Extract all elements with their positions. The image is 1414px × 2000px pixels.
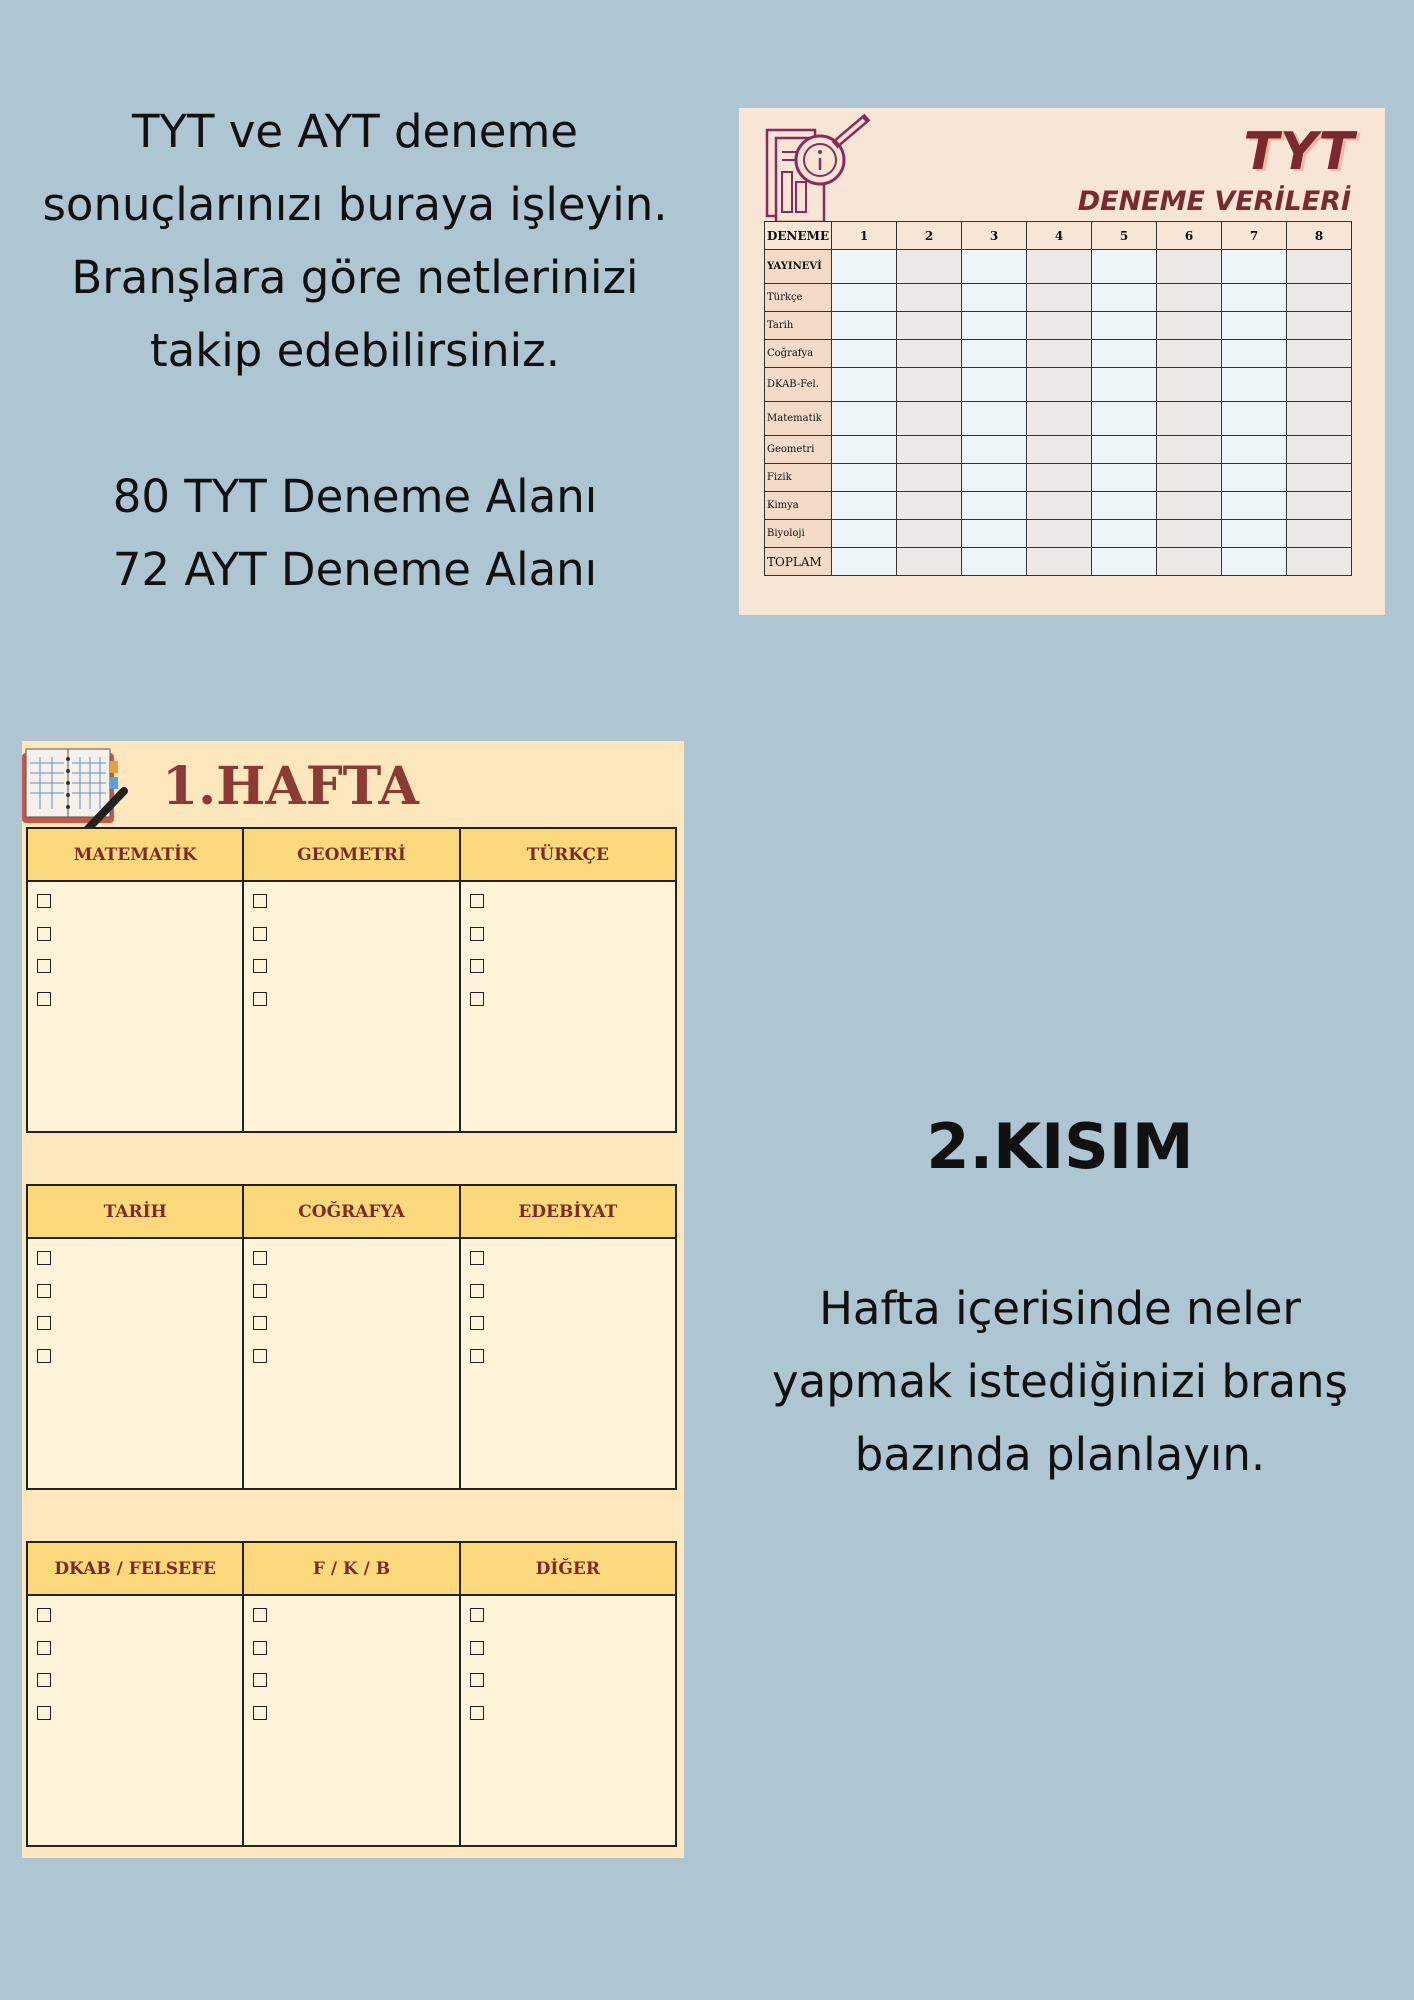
tyt-score-cell[interactable] <box>1222 312 1287 340</box>
tyt-score-cell[interactable] <box>1157 340 1222 368</box>
tyt-score-cell[interactable] <box>897 312 962 340</box>
part2-line: bazında planlayın. <box>854 1428 1266 1481</box>
tyt-score-cell[interactable] <box>962 284 1027 312</box>
tyt-row-label: Tarih <box>765 312 832 340</box>
tyt-score-cell[interactable] <box>1092 464 1157 492</box>
tyt-column-header: 6 <box>1157 222 1222 250</box>
task-checkbox[interactable] <box>470 1608 484 1622</box>
tyt-score-cell[interactable] <box>1222 402 1287 436</box>
intro-line: sonuçlarınızı buraya işleyin. <box>42 178 668 231</box>
tyt-row <box>765 492 1352 520</box>
part2-line: Hafta içerisinde neler <box>819 1282 1301 1335</box>
task-checkbox[interactable] <box>253 1284 267 1298</box>
tyt-column-header: 2 <box>897 222 962 250</box>
tyt-column-header: 1 <box>832 222 897 250</box>
tyt-row-label: Coğrafya <box>765 340 832 368</box>
weekly-planner <box>22 741 684 1858</box>
task-checkbox[interactable] <box>37 1251 51 1265</box>
tyt-row-label: Kimya <box>765 492 832 520</box>
tyt-score-cell[interactable] <box>1157 464 1222 492</box>
intro-line: Branşlara göre netlerinizi <box>71 251 639 304</box>
tyt-score-cell[interactable] <box>1027 340 1092 368</box>
task-checkbox[interactable] <box>470 1251 484 1265</box>
tyt-header-label: DENEME <box>765 222 832 250</box>
week-title: 1.HAFTA <box>162 756 419 817</box>
tyt-row <box>765 368 1352 402</box>
task-checkbox[interactable] <box>253 1608 267 1622</box>
subject-column <box>28 1543 244 1845</box>
tyt-score-cell[interactable] <box>962 312 1027 340</box>
subject-column <box>461 829 675 1131</box>
tyt-row <box>765 402 1352 436</box>
tyt-score-cell[interactable] <box>1222 492 1287 520</box>
task-checkbox[interactable] <box>253 1316 267 1330</box>
tyt-score-cell[interactable] <box>962 436 1027 464</box>
tyt-score-cell[interactable] <box>1092 402 1157 436</box>
tyt-score-cell[interactable] <box>1092 250 1157 284</box>
tyt-score-cell[interactable] <box>962 402 1027 436</box>
task-list <box>461 1596 675 1845</box>
task-list <box>28 1239 242 1488</box>
tyt-score-cell[interactable] <box>962 368 1027 402</box>
subject-header: F / K / B <box>244 1543 458 1596</box>
task-checkbox[interactable] <box>37 1641 51 1655</box>
tyt-score-cell[interactable] <box>1092 492 1157 520</box>
task-checkbox[interactable] <box>470 1641 484 1655</box>
tyt-title: TYT <box>1243 122 1355 182</box>
tyt-score-cell[interactable] <box>1157 402 1222 436</box>
tyt-subtitle: DENEME VERİLERİ <box>1077 186 1351 217</box>
task-checkbox[interactable] <box>37 1284 51 1298</box>
tyt-score-cell[interactable] <box>897 250 962 284</box>
tyt-score-cell[interactable] <box>1027 368 1092 402</box>
tyt-score-cell[interactable] <box>1092 520 1157 548</box>
tyt-row-label: YAYINEVİ <box>765 250 832 284</box>
tyt-score-cell[interactable] <box>1222 464 1287 492</box>
tyt-score-cell[interactable] <box>1157 284 1222 312</box>
tyt-score-cell[interactable] <box>1027 464 1092 492</box>
task-list <box>244 882 458 1131</box>
intro-line: takip edebilirsiniz. <box>149 324 561 377</box>
tyt-score-cell[interactable] <box>1157 368 1222 402</box>
task-list <box>28 1596 242 1845</box>
tyt-row <box>765 436 1352 464</box>
tyt-score-cell[interactable] <box>897 492 962 520</box>
tyt-column-header: 7 <box>1222 222 1287 250</box>
tyt-score-cell[interactable] <box>1287 312 1352 340</box>
task-checkbox[interactable] <box>37 1706 51 1720</box>
tyt-column-header: 4 <box>1027 222 1092 250</box>
tyt-score-cell[interactable] <box>1222 436 1287 464</box>
tyt-score-cell[interactable] <box>897 548 962 576</box>
subject-column <box>244 829 460 1131</box>
tyt-score-cell[interactable] <box>1092 368 1157 402</box>
task-checkbox[interactable] <box>253 959 267 973</box>
tyt-score-cell[interactable] <box>1027 520 1092 548</box>
task-checkbox[interactable] <box>253 1349 267 1363</box>
task-checkbox[interactable] <box>37 1673 51 1687</box>
tyt-score-cell[interactable] <box>1287 402 1352 436</box>
tyt-row <box>765 520 1352 548</box>
task-checkbox[interactable] <box>470 959 484 973</box>
task-list <box>244 1239 458 1488</box>
tyt-score-cell[interactable] <box>1027 284 1092 312</box>
subject-header: COĞRAFYA <box>244 1186 458 1239</box>
task-checkbox[interactable] <box>253 894 267 908</box>
tyt-row-label: Fizik <box>765 464 832 492</box>
subject-column <box>244 1186 460 1488</box>
task-checkbox[interactable] <box>37 927 51 941</box>
tyt-score-cell[interactable] <box>1287 250 1352 284</box>
task-checkbox[interactable] <box>470 1673 484 1687</box>
tyt-row <box>765 464 1352 492</box>
tyt-score-cell[interactable] <box>1222 340 1287 368</box>
tyt-score-cell[interactable] <box>1287 548 1352 576</box>
tyt-score-cell[interactable] <box>1027 436 1092 464</box>
subject-grid <box>26 1184 677 1490</box>
task-checkbox[interactable] <box>37 894 51 908</box>
tyt-score-cell[interactable] <box>832 548 897 576</box>
tyt-score-cell[interactable] <box>1157 492 1222 520</box>
tyt-score-table <box>764 221 1352 576</box>
tyt-score-cell[interactable] <box>832 368 897 402</box>
tyt-row <box>765 340 1352 368</box>
subject-header: EDEBİYAT <box>461 1186 675 1239</box>
tyt-score-cell[interactable] <box>962 340 1027 368</box>
subject-header: DİĞER <box>461 1543 675 1596</box>
tyt-column-header: 3 <box>962 222 1027 250</box>
tyt-row-label: Biyoloji <box>765 520 832 548</box>
task-list <box>461 882 675 1131</box>
tyt-score-cell[interactable] <box>897 520 962 548</box>
task-checkbox[interactable] <box>470 1349 484 1363</box>
task-checkbox[interactable] <box>470 927 484 941</box>
subject-header: TÜRKÇE <box>461 829 675 882</box>
tyt-score-cell[interactable] <box>897 284 962 312</box>
tyt-score-cell[interactable] <box>1222 548 1287 576</box>
tyt-row <box>765 284 1352 312</box>
tyt-score-cell[interactable] <box>897 436 962 464</box>
task-checkbox[interactable] <box>37 959 51 973</box>
subject-grid <box>26 827 677 1133</box>
tyt-score-cell[interactable] <box>962 250 1027 284</box>
task-checkbox[interactable] <box>470 1706 484 1720</box>
tyt-row-label: DKAB-Fel. <box>765 368 832 402</box>
tyt-score-cell[interactable] <box>1222 368 1287 402</box>
tyt-score-cell[interactable] <box>897 464 962 492</box>
tyt-score-cell[interactable] <box>832 312 897 340</box>
tyt-row <box>765 312 1352 340</box>
subject-header: GEOMETRİ <box>244 829 458 882</box>
tyt-score-cell[interactable] <box>1027 250 1092 284</box>
tyt-score-cell[interactable] <box>1092 312 1157 340</box>
subject-column <box>28 829 244 1131</box>
intro-text <box>20 95 690 606</box>
task-checkbox[interactable] <box>253 1251 267 1265</box>
tyt-score-cell[interactable] <box>962 464 1027 492</box>
subject-grid <box>26 1541 677 1847</box>
tyt-score-cell[interactable] <box>897 340 962 368</box>
tyt-row-label: TOPLAM <box>765 548 832 576</box>
tyt-score-cell[interactable] <box>832 284 897 312</box>
tyt-score-cell[interactable] <box>962 520 1027 548</box>
part2-line: yapmak istediğinizi branş <box>771 1355 1348 1408</box>
tyt-score-cell[interactable] <box>1287 368 1352 402</box>
tyt-sheet <box>739 108 1385 615</box>
intro-line: TYT ve AYT deneme <box>132 105 578 158</box>
tyt-row <box>765 250 1352 284</box>
subject-header: TARİH <box>28 1186 242 1239</box>
tyt-score-cell[interactable] <box>1287 492 1352 520</box>
tyt-score-cell[interactable] <box>1222 250 1287 284</box>
tyt-column-header: 5 <box>1092 222 1157 250</box>
tyt-score-cell[interactable] <box>832 402 897 436</box>
tyt-header-row <box>765 222 1352 250</box>
tyt-score-cell[interactable] <box>1157 520 1222 548</box>
part2-text <box>740 1272 1380 1491</box>
task-checkbox[interactable] <box>253 927 267 941</box>
subject-header: MATEMATİK <box>28 829 242 882</box>
task-checkbox[interactable] <box>37 1349 51 1363</box>
task-checkbox[interactable] <box>37 1608 51 1622</box>
part2-title: 2.KISIM <box>926 1110 1194 1183</box>
task-checkbox[interactable] <box>253 1673 267 1687</box>
tyt-score-cell[interactable] <box>1222 284 1287 312</box>
tyt-row-label: Türkçe <box>765 284 832 312</box>
tyt-score-cell[interactable] <box>962 548 1027 576</box>
tyt-score-cell[interactable] <box>1287 520 1352 548</box>
tyt-score-cell[interactable] <box>1222 520 1287 548</box>
task-checkbox[interactable] <box>470 1316 484 1330</box>
tyt-score-cell[interactable] <box>832 464 897 492</box>
tyt-score-cell[interactable] <box>962 492 1027 520</box>
tyt-score-cell[interactable] <box>832 436 897 464</box>
tyt-score-cell[interactable] <box>897 368 962 402</box>
tyt-score-cell[interactable] <box>1092 284 1157 312</box>
tyt-score-cell[interactable] <box>1027 312 1092 340</box>
subject-column <box>461 1186 675 1488</box>
task-checkbox[interactable] <box>253 992 267 1006</box>
tyt-score-cell[interactable] <box>832 492 897 520</box>
task-checkbox[interactable] <box>253 1641 267 1655</box>
tyt-score-cell[interactable] <box>1092 436 1157 464</box>
tyt-count: 80 TYT Deneme Alanı <box>112 470 598 523</box>
subject-header: DKAB / FELSEFE <box>28 1543 242 1596</box>
tyt-score-cell[interactable] <box>832 340 897 368</box>
tyt-score-cell[interactable] <box>832 250 897 284</box>
tyt-score-cell[interactable] <box>832 520 897 548</box>
tyt-score-cell[interactable] <box>1027 492 1092 520</box>
task-list <box>28 882 242 1131</box>
task-checkbox[interactable] <box>37 1316 51 1330</box>
task-list <box>244 1596 458 1845</box>
task-checkbox[interactable] <box>470 992 484 1006</box>
tyt-score-cell[interactable] <box>1287 436 1352 464</box>
tyt-score-cell[interactable] <box>1157 250 1222 284</box>
tyt-score-cell[interactable] <box>1157 312 1222 340</box>
tyt-score-cell[interactable] <box>1092 548 1157 576</box>
tyt-column-header: 8 <box>1287 222 1352 250</box>
task-checkbox[interactable] <box>37 992 51 1006</box>
subject-column <box>28 1186 244 1488</box>
task-list <box>461 1239 675 1488</box>
tyt-score-cell[interactable] <box>1027 402 1092 436</box>
task-checkbox[interactable] <box>470 1284 484 1298</box>
tyt-score-cell[interactable] <box>1157 548 1222 576</box>
ayt-count: 72 AYT Deneme Alanı <box>112 543 598 596</box>
tyt-score-cell[interactable] <box>1287 464 1352 492</box>
task-checkbox[interactable] <box>253 1706 267 1720</box>
subject-column <box>244 1543 460 1845</box>
tyt-score-cell[interactable] <box>897 402 962 436</box>
tyt-row <box>765 548 1352 576</box>
tyt-score-cell[interactable] <box>1092 340 1157 368</box>
tyt-score-cell[interactable] <box>1157 436 1222 464</box>
subject-column <box>461 1543 675 1845</box>
tyt-row-label: Matematik <box>765 402 832 436</box>
tyt-row-label: Geometri <box>765 436 832 464</box>
magnifier-document-icon <box>764 112 874 224</box>
tyt-score-cell[interactable] <box>1287 284 1352 312</box>
task-checkbox[interactable] <box>470 894 484 908</box>
tyt-score-cell[interactable] <box>1287 340 1352 368</box>
tyt-score-cell[interactable] <box>1027 548 1092 576</box>
